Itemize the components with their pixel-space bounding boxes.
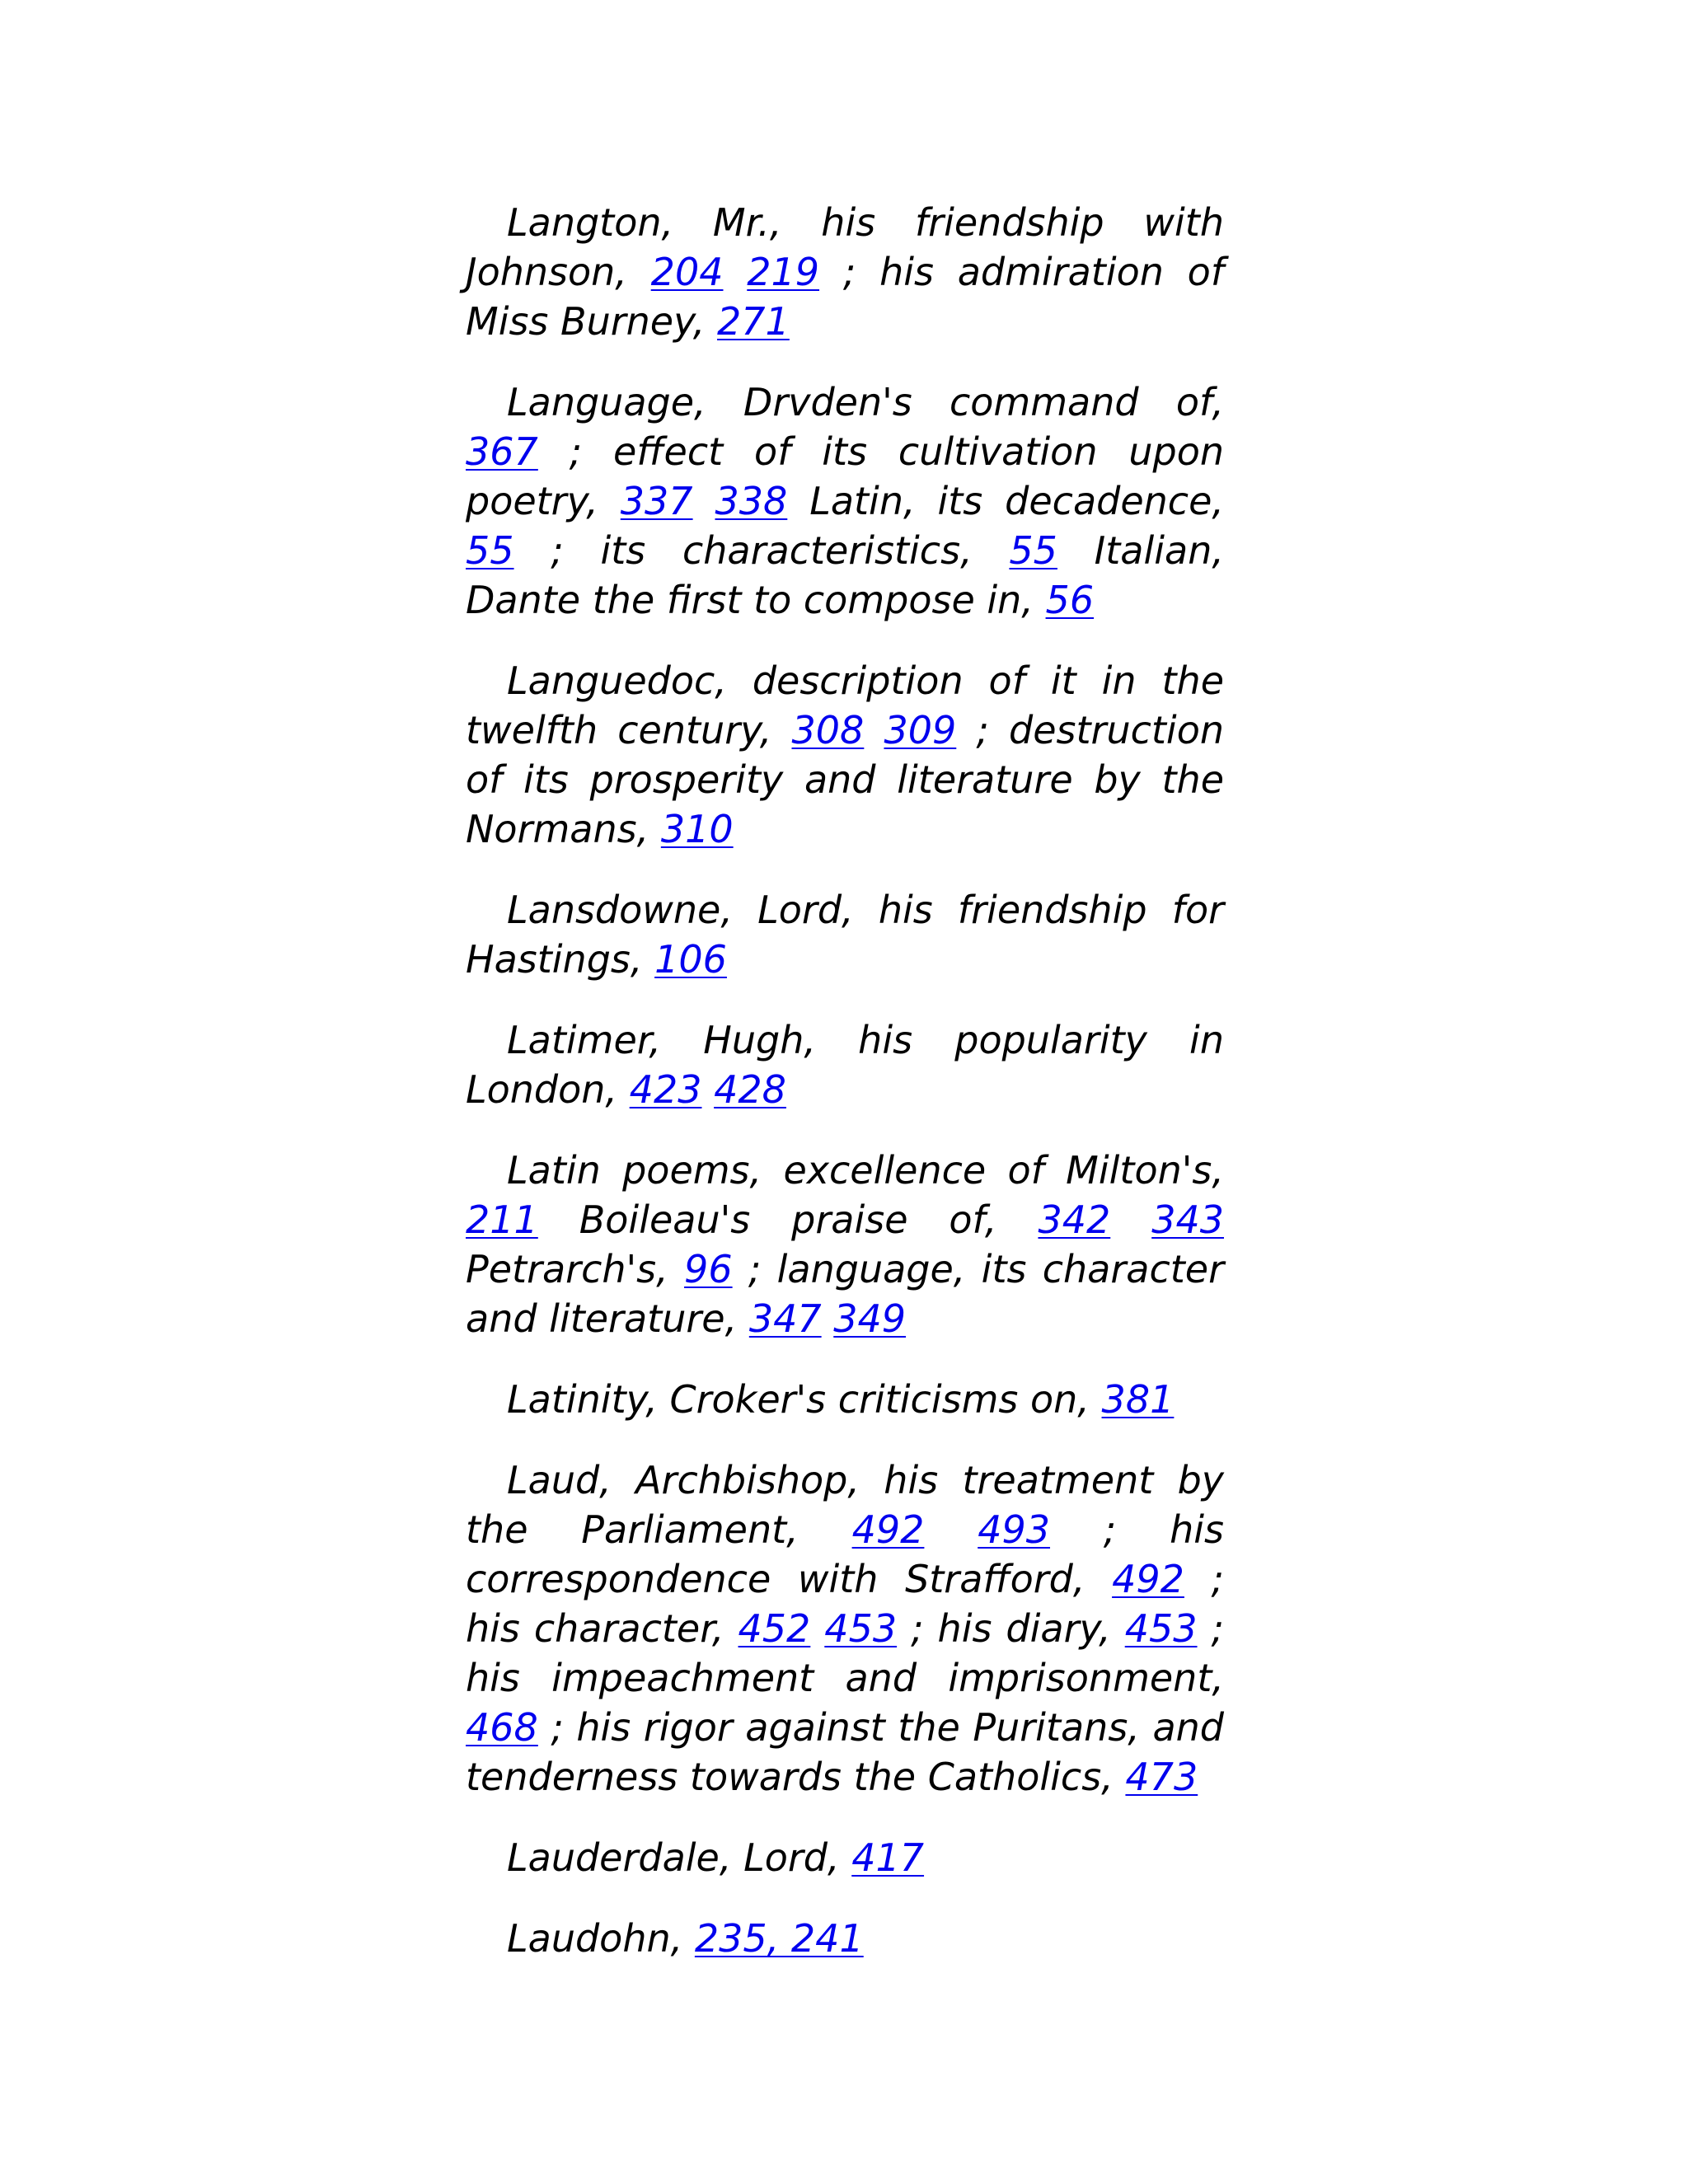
page-reference-link[interactable]: 468 [466, 1705, 538, 1750]
index-entry [466, 1914, 1224, 1963]
page-reference-link[interactable]: 347 [748, 1296, 822, 1341]
page-reference-link[interactable]: 453 [1124, 1606, 1198, 1651]
entry-text: Language, Drvden's command of, [507, 380, 1224, 424]
page-reference-link[interactable]: 310 [660, 807, 734, 851]
index-entry [466, 1455, 1224, 1802]
index-entry [466, 198, 1224, 346]
entry-text: ; his diary, [897, 1606, 1125, 1651]
index-entry [466, 1375, 1224, 1424]
entry-text: ; language, its character and literature, [466, 1247, 1224, 1341]
entry-text: Latin, its decadence, [787, 479, 1225, 523]
entry-text [810, 1606, 824, 1651]
page-reference-link[interactable]: 235, 241 [694, 1916, 864, 1961]
index-entry [466, 885, 1224, 984]
page-reference-link[interactable]: 309 [884, 708, 957, 752]
page-reference-link[interactable]: 349 [833, 1296, 907, 1341]
entry-text: Italian, Dante the first to compose in, [466, 528, 1224, 622]
page-reference-link[interactable]: 204 [650, 250, 724, 294]
entry-text [924, 1507, 978, 1552]
entry-text: Petrarch's, [466, 1247, 685, 1291]
page-reference-link[interactable]: 106 [654, 937, 727, 982]
page-reference-link[interactable]: 417 [851, 1835, 925, 1880]
entry-text: Lauderdale, Lord, [507, 1835, 852, 1880]
page-reference-link[interactable]: 343 [1151, 1197, 1224, 1242]
page-reference-link[interactable]: 453 [824, 1606, 898, 1651]
entry-text: Laudohn, [507, 1916, 695, 1961]
entry-text: Boileau's praise of, [537, 1197, 1039, 1242]
entry-text [1110, 1197, 1151, 1242]
page-reference-link[interactable]: 271 [717, 299, 790, 344]
page-reference-link[interactable]: 337 [620, 479, 693, 523]
page-reference-link[interactable]: 338 [715, 479, 788, 523]
page-reference-link[interactable]: 96 [684, 1247, 733, 1291]
entry-text: Latinity, Croker's criticisms on, [507, 1377, 1102, 1422]
entry-text: ; his admiration of Miss Burney, [466, 250, 1225, 344]
page-reference-link[interactable]: 367 [466, 429, 538, 474]
page-reference-link[interactable]: 219 [747, 250, 820, 294]
page-reference-link[interactable]: 55 [1009, 528, 1057, 573]
page-reference-link[interactable]: 308 [791, 708, 865, 752]
page-reference-link[interactable]: 423 [629, 1067, 702, 1112]
entry-text: ; destruction of its prosperity and literature by the Normans, [466, 708, 1225, 851]
entry-text: Languedoc, description of it in the twelfth century, [466, 658, 1224, 752]
page-reference-link[interactable]: 342 [1038, 1197, 1111, 1242]
page-reference-link[interactable]: 56 [1045, 578, 1095, 622]
index-entry [466, 1833, 1224, 1882]
index-entry [466, 1146, 1224, 1343]
page-reference-link[interactable]: 493 [978, 1507, 1051, 1552]
entry-text: ; effect of its cultivation upon poetry, [466, 429, 1224, 523]
entry-text: ; its characteristics, [513, 528, 1010, 573]
entry-text: ; his character, [466, 1557, 1225, 1651]
entry-text [693, 479, 715, 523]
page-reference-link[interactable]: 428 [714, 1067, 786, 1112]
entry-text: ; his rigor against the Puritans, and tenderness towards the Catholics, [466, 1705, 1224, 1799]
index-entry [466, 1015, 1224, 1114]
entry-text: Langton, Mr., his friendship with Johnson, [466, 200, 1224, 294]
page-reference-link[interactable]: 492 [851, 1507, 925, 1552]
page-reference-link[interactable]: 452 [738, 1606, 811, 1651]
entry-text [723, 250, 747, 294]
entry-text: ; his correspondence with Strafford, [466, 1507, 1224, 1601]
index-entry [466, 377, 1224, 625]
page-reference-link[interactable]: 55 [466, 528, 514, 573]
page-reference-link[interactable]: 211 [466, 1197, 538, 1242]
entry-text [864, 708, 884, 752]
entry-text: Latin poems, excellence of Milton's, [507, 1148, 1224, 1193]
entry-text: Laud, Archbishop, his treatment by the Parliament, [466, 1458, 1224, 1552]
entry-text [701, 1067, 714, 1112]
index-entry [466, 656, 1224, 854]
entry-text: Latimer, Hugh, his popularity in London, [466, 1018, 1224, 1112]
index-page [466, 198, 1224, 1994]
entry-text: ; his impeachment and imprisonment, [466, 1606, 1224, 1700]
entry-text [822, 1296, 834, 1341]
entry-text: Lansdowne, Lord, his friendship for Hastings, [466, 888, 1224, 982]
page-reference-link[interactable]: 381 [1101, 1377, 1175, 1422]
page-reference-link[interactable]: 473 [1125, 1755, 1198, 1799]
page-reference-link[interactable]: 492 [1112, 1557, 1184, 1601]
